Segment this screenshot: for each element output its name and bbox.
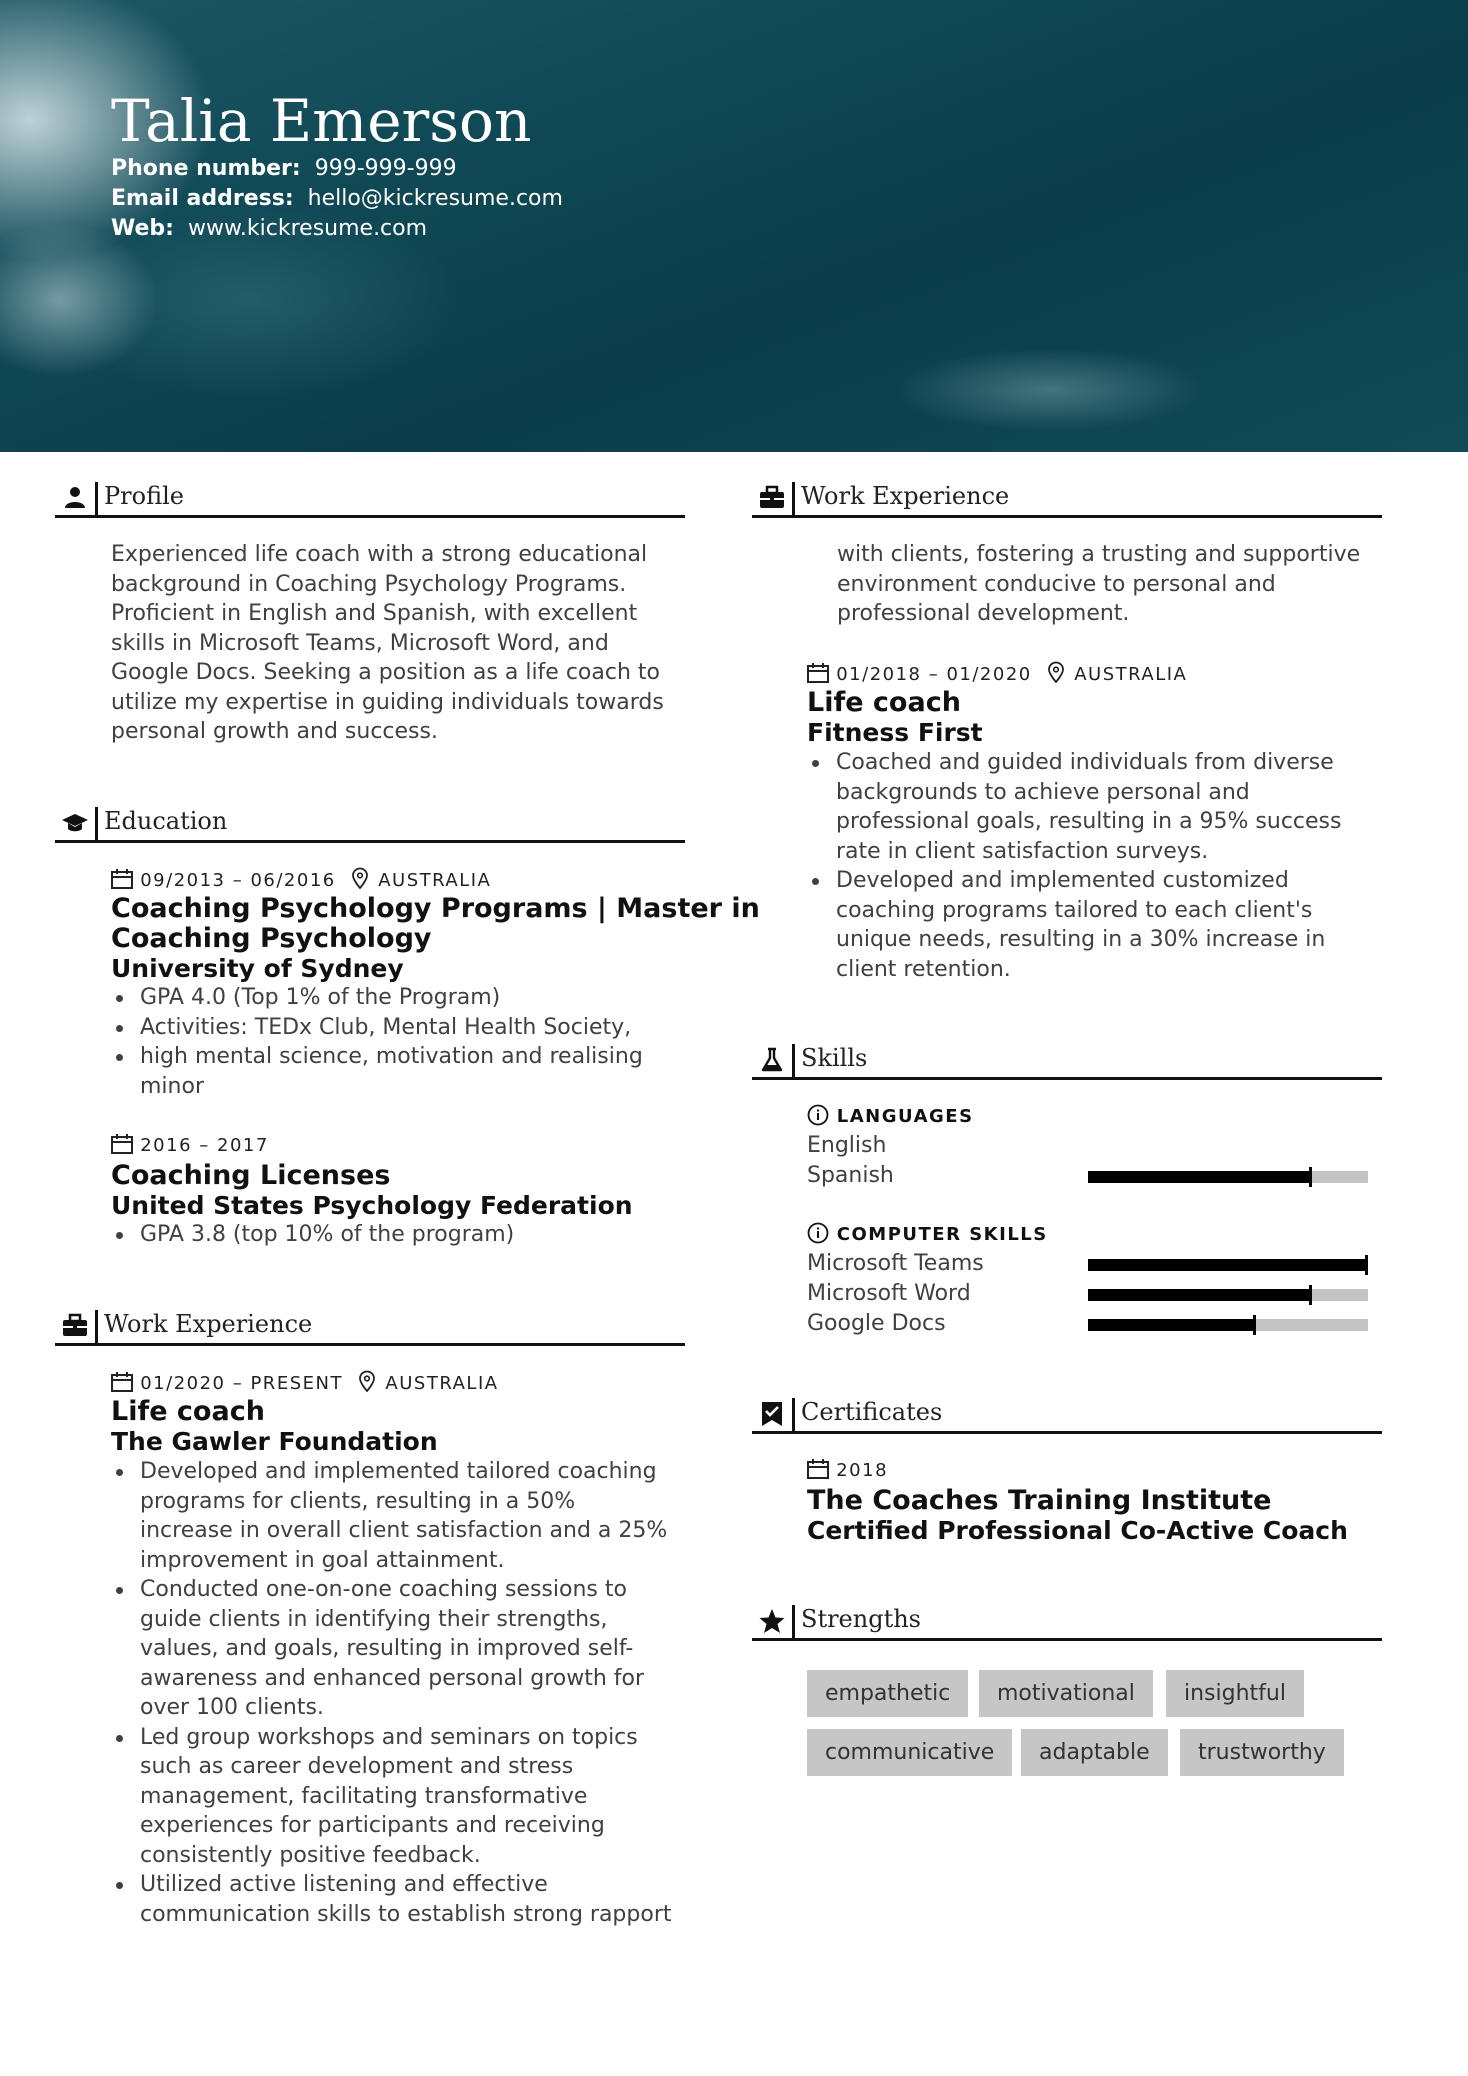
- skill-microsoft-teams: Microsoft Teams: [807, 1251, 984, 1276]
- education-1-meta: [111, 867, 491, 893]
- info-icon: [807, 1222, 829, 1244]
- work-title: Work Experience: [104, 1310, 313, 1338]
- education-1-school: University of Sydney: [111, 954, 404, 983]
- email-value[interactable]: hello@kickresume.com: [307, 186, 563, 211]
- phone-row: [111, 154, 457, 183]
- skill-microsoft-word: Microsoft Word: [807, 1281, 971, 1306]
- profile-section-header: [55, 478, 685, 518]
- work-section-header-continued: [752, 478, 1382, 518]
- list-item: GPA 3.8 (top 10% of the program): [111, 1220, 671, 1250]
- list-item: Conducted one-on-one coaching sessions to guide clients in identifying their strengths, values, and goals, resulting in improved self-awareness and enhanced personal growth for over 100 clients.: [111, 1575, 693, 1723]
- job-1-company: The Gawler Foundation: [111, 1427, 438, 1456]
- star-icon: [758, 1607, 786, 1635]
- education-1-location: AUSTRALIA: [378, 870, 492, 891]
- strength-tag: motivational: [979, 1670, 1153, 1717]
- briefcase-icon: [758, 484, 786, 512]
- skill-english: English: [807, 1133, 887, 1158]
- education-1-dates: 09/2013 – 06/2016: [140, 870, 336, 891]
- web-row: [111, 214, 427, 243]
- certificates-section-header: [752, 1394, 1382, 1434]
- location-pin-icon: [349, 867, 371, 889]
- skill-bar-google-docs: [1088, 1319, 1368, 1331]
- phone-value: 999-999-999: [314, 156, 457, 181]
- strength-tag: trustworthy: [1180, 1729, 1344, 1776]
- calendar-icon: [111, 1134, 133, 1154]
- certificate-1-issuer: The Coaches Training Institute: [807, 1485, 1272, 1516]
- profile-title: Profile: [104, 482, 184, 510]
- profile-summary: Experienced life coach with a strong educational background in Coaching Psychology Programs. Proficient in English and Spanish, with excellent skills in Microsoft Teams, Microsoft Word, and Google Docs. Seeking a position as a life coach to utilize my expertise in guiding individuals towards personal growth and success.: [111, 542, 664, 744]
- strength-tag: insightful: [1166, 1670, 1304, 1717]
- education-section-header: [55, 803, 685, 843]
- job-2-dates: 01/2018 – 01/2020: [836, 664, 1032, 685]
- languages-label: LANGUAGES: [836, 1106, 974, 1127]
- strengths-title: Strengths: [801, 1605, 921, 1633]
- education-title: Education: [104, 807, 228, 835]
- education-2-degree: Coaching Licenses: [111, 1160, 391, 1191]
- calendar-icon: [807, 663, 829, 683]
- list-item: Utilized active listening and effective communication skills to establish strong rapport: [111, 1870, 693, 1929]
- skills-title: Skills: [801, 1044, 868, 1072]
- job-2-meta: [807, 661, 1187, 687]
- calendar-icon: [807, 1459, 829, 1479]
- calendar-icon: [111, 869, 133, 889]
- job-2-role: Life coach: [807, 687, 961, 718]
- strength-tag: adaptable: [1021, 1729, 1168, 1776]
- education-2-school: United States Psychology Federation: [111, 1191, 633, 1220]
- list-item: Coached and guided individuals from diverse backgrounds to achieve personal and professional goals, resulting in a 95% success rate in client satisfaction surveys.: [807, 748, 1387, 866]
- calendar-icon: [111, 1372, 133, 1392]
- list-item: Developed and implemented customized coaching programs tailored to each client's unique needs, resulting in a 30% increase in client retention.: [807, 866, 1351, 984]
- certificate-1-name: Certified Professional Co-Active Coach: [807, 1516, 1348, 1545]
- skills-section-header: [752, 1040, 1382, 1080]
- job-1-continued-text: with clients, fostering a trusting and supportive environment conducive to personal and professional development.: [837, 542, 1361, 626]
- strength-tag: empathetic: [807, 1670, 968, 1717]
- skill-bar-microsoft-word: [1088, 1289, 1368, 1301]
- email-label: Email address:: [111, 186, 294, 211]
- header-banner: [0, 0, 1468, 452]
- computer-skills-header: [807, 1222, 1048, 1245]
- job-1-dates: 01/2020 – PRESENT: [140, 1373, 343, 1394]
- certificate-1-year: 2018: [836, 1460, 889, 1481]
- education-1-bullets: [111, 983, 671, 1101]
- strength-tag: communicative: [807, 1729, 1012, 1776]
- job-2-bullets: [807, 748, 1387, 984]
- skill-bar-microsoft-teams: [1088, 1259, 1368, 1271]
- skill-google-docs: Google Docs: [807, 1311, 946, 1336]
- certificate-1-meta: [807, 1459, 888, 1483]
- job-1-meta: [111, 1370, 499, 1396]
- info-icon: [807, 1104, 829, 1126]
- job-2-company: Fitness First: [807, 718, 983, 747]
- list-item: GPA 4.0 (Top 1% of the Program): [111, 983, 671, 1013]
- strengths-section-header: [752, 1601, 1382, 1641]
- list-item: Led group workshops and seminars on topics such as career development and stress management, facilitating transformative experiences for participants and receiving consistently positive feedback.: [111, 1723, 660, 1871]
- work-title-continued: Work Experience: [801, 482, 1010, 510]
- phone-label: Phone number:: [111, 156, 301, 181]
- list-item: high mental science, motivation and realising minor: [111, 1042, 660, 1101]
- flask-icon: [758, 1046, 786, 1074]
- job-1-location: AUSTRALIA: [385, 1373, 499, 1394]
- education-1-degree: Coaching Psychology Programs | Master in Coaching Psychology: [111, 893, 760, 954]
- work-section-header: [55, 1306, 685, 1346]
- candidate-name: Talia Emerson: [111, 87, 532, 155]
- graduation-cap-icon: [61, 809, 89, 837]
- web-label: Web:: [111, 216, 174, 241]
- education-2-bullets: [111, 1220, 671, 1250]
- list-item: Developed and implemented tailored coaching programs for clients, resulting in a 50% increase in overall client satisfaction and a 25% improvement in goal attainment.: [111, 1457, 670, 1575]
- skill-spanish: Spanish: [807, 1163, 894, 1188]
- email-row: [111, 184, 563, 213]
- location-pin-icon: [1045, 661, 1067, 683]
- computer-skills-label: COMPUTER SKILLS: [836, 1224, 1048, 1245]
- languages-header: [807, 1104, 974, 1127]
- job-2-location: AUSTRALIA: [1074, 664, 1188, 685]
- job-1-role: Life coach: [111, 1396, 265, 1427]
- person-icon: [61, 484, 89, 512]
- education-2-dates: 2016 – 2017: [140, 1135, 269, 1156]
- certificates-title: Certificates: [801, 1398, 943, 1426]
- education-2-meta: [111, 1134, 269, 1158]
- web-value[interactable]: www.kickresume.com: [187, 216, 428, 241]
- job-1-bullets: [111, 1457, 693, 1929]
- briefcase-icon: [61, 1312, 89, 1340]
- list-item: Activities: TEDx Club, Mental Health Society,: [111, 1013, 671, 1043]
- location-pin-icon: [356, 1370, 378, 1392]
- certificate-icon: [758, 1400, 786, 1428]
- skill-bar-spanish: [1088, 1171, 1368, 1183]
